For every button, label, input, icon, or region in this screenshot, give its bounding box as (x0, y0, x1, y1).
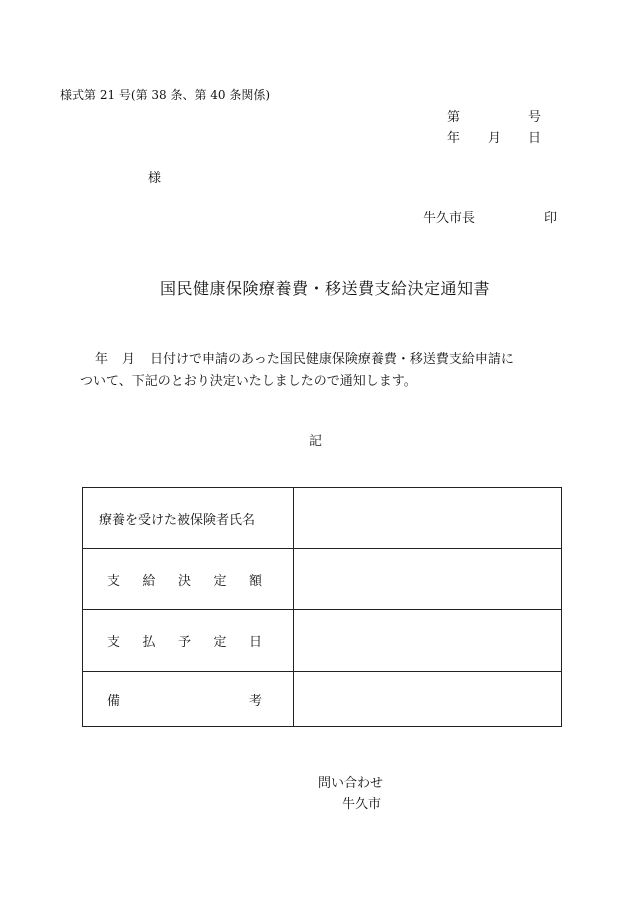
record-table (82, 487, 562, 727)
body-month: 月 (122, 352, 136, 367)
date-month: 月 (488, 131, 502, 146)
label-remarks (83, 672, 294, 727)
value-remarks (294, 672, 562, 727)
label-char: 給 (142, 573, 156, 589)
value-insured-name (294, 488, 562, 549)
table-row (83, 672, 562, 727)
number-prefix: 第 (447, 110, 461, 125)
label-char: 払 (142, 635, 156, 650)
label-char: 額 (248, 573, 262, 589)
label-insured-name: 療養を受けた被保険者氏名 (83, 488, 294, 549)
addressee-suffix: 様 (148, 171, 162, 186)
date-day: 日 (528, 131, 542, 146)
body-line2: ついて、下記のとおり決定いたしましたので通知します。 (80, 374, 417, 389)
label-char: 予 (177, 635, 191, 650)
value-payment-date (294, 610, 562, 672)
date-year: 年 (447, 131, 461, 146)
contact-label: 問い合わせ (318, 776, 384, 791)
body-line1-text: 日付けで申請のあった国民健康保険療養費・移送費支給申請に (150, 352, 514, 367)
document-title: 国民健康保険療養費・移送費支給決定通知書 (160, 279, 491, 298)
label-char: 定 (213, 573, 227, 589)
number-suffix: 号 (528, 110, 542, 125)
label-payment-amount (83, 549, 294, 610)
label-char: 支 (107, 573, 121, 589)
label-char: 定 (213, 635, 227, 650)
label-char: 支 (107, 635, 121, 650)
table-row (83, 610, 562, 672)
label-char: 決 (177, 573, 191, 589)
table-row (83, 549, 562, 610)
issuer: 牛久市長 (423, 211, 476, 226)
form-number: 様式第 21 号(第 38 条、第 40 条関係) (60, 88, 271, 102)
label-payment-date (83, 610, 294, 672)
contact-name: 牛久市 (342, 797, 382, 812)
table-row (83, 488, 562, 549)
value-payment-amount (294, 549, 562, 610)
body-year: 年 (95, 352, 109, 367)
label-char: 日 (248, 635, 262, 650)
label-char: 備 (107, 693, 121, 709)
seal-mark: 印 (544, 211, 558, 226)
label-char: 考 (248, 693, 262, 709)
ki-mark: 記 (309, 434, 323, 449)
